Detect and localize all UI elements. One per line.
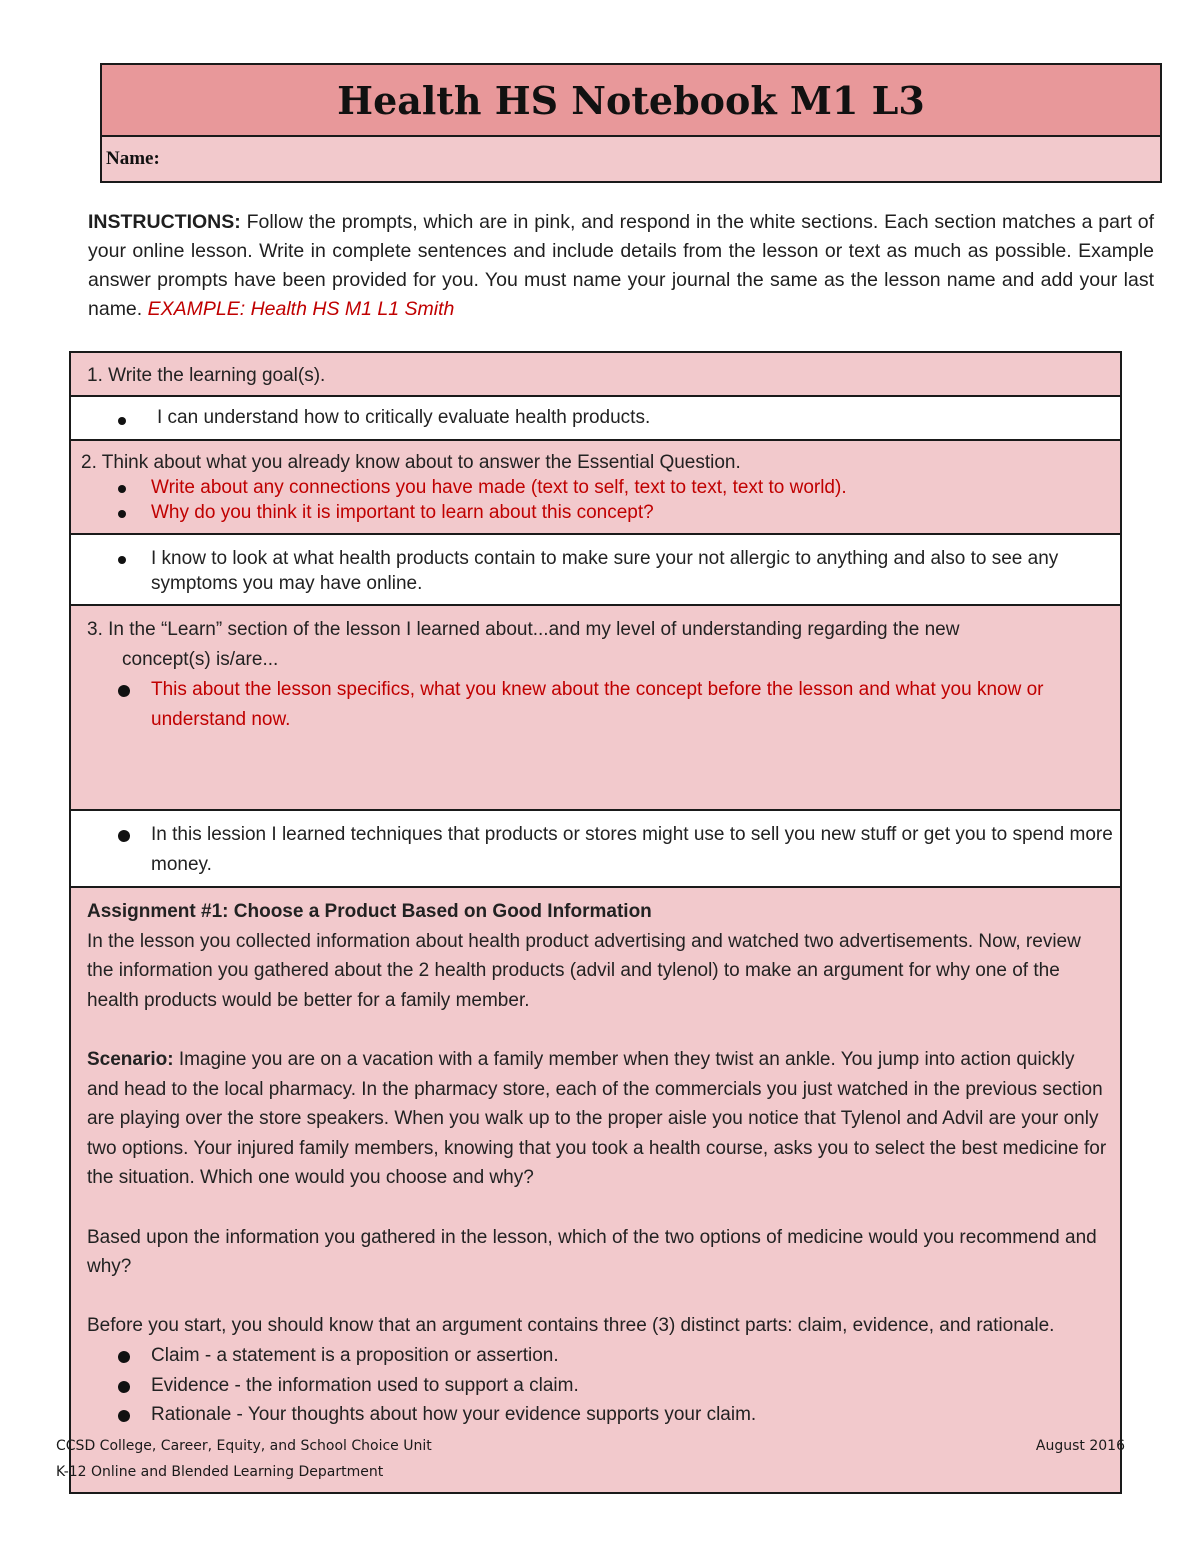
assignment-1 — [70, 887, 1121, 1493]
response-1-bullet: I can understand how to critically evaluate health products. — [71, 407, 1120, 429]
scenario-text: Imagine you are on a vacation with a family member when they twist an ankle. You jump into action quickly and head to the local pharmacy. In the pharmacy store, each of the commercials you just watched in the previous section are playing over the store speakers. When you walk up to the proper aisle you notice that Tylenol and Advil are your only two options. Your injured family members, knowing that you took a health course, asks you to select the best medicine for the situation. Which one would you choose and why? — [87, 1048, 1107, 1189]
prompt-2-bullet: Why do you think it is important to learn about this concept? — [81, 500, 1120, 525]
argument-part-claim: Claim - a statement is a proposition or assertion. — [87, 1341, 1108, 1371]
response-1[interactable] — [70, 396, 1121, 440]
name-label: Name: — [106, 148, 160, 169]
prompt-3-bullet: This about the lesson specifics, what you knew about the concept before the lesson and what you know or understand now. — [87, 675, 1120, 735]
scenario-label: Scenario: — [87, 1048, 174, 1070]
name-field[interactable] — [102, 137, 1160, 181]
footer-unit: CCSD College, Career, Equity, and School Choice Unit — [56, 1438, 432, 1454]
page-title: Health HS Notebook M1 L3 — [102, 65, 1160, 137]
notebook-table — [69, 351, 1122, 1494]
instructions-lead: INSTRUCTIONS: — [88, 211, 241, 233]
prompt-3-text-cont: concept(s) is/are... — [122, 649, 279, 670]
instructions-body: Follow the prompts, which are in pink, and respond in the white sections. Each section matches a part of your online lesson. Write in complete sentences and include details from the lesson or text as much as possible. Example answer prompts have been provided for you. You must name your journal the same as the lesson name and add your last name. — [88, 211, 1154, 320]
response-2[interactable] — [70, 534, 1121, 605]
assignment-scenario — [87, 1045, 1108, 1193]
assignment-before: Before you start, you should know that an argument contains three (3) distinct parts: claim, evidence, and rationale. — [87, 1315, 1055, 1337]
argument-part-rationale: Rationale - Your thoughts about how your evidence supports your claim. — [87, 1400, 1108, 1430]
argument-part-evidence: Evidence - the information used to support a claim. — [87, 1371, 1108, 1401]
instructions-paragraph — [88, 208, 1154, 324]
prompt-3-text: 3. In the “Learn” section of the lesson I learned about...and my level of understanding regarding the new — [87, 619, 960, 640]
prompt-2 — [70, 440, 1121, 534]
assignment-title: Assignment #1: Choose a Product Based on Good Information — [87, 901, 652, 922]
prompt-2-text: 2. Think about what you already know about to answer the Essential Question. — [81, 452, 741, 473]
response-3-bullet: In this lession I learned techniques that products or stores might use to sell you new stuff or get you to spend more money. — [71, 820, 1120, 880]
instructions-example: EXAMPLE: Health HS M1 L1 Smith — [147, 298, 455, 320]
footer-department: K-12 Online and Blended Learning Department — [56, 1464, 384, 1480]
prompt-2-bullet: Write about any connections you have made (text to self, text to text, text to world). — [81, 475, 1120, 500]
footer-date: August 2016 — [1035, 1438, 1125, 1454]
notebook-header — [100, 63, 1162, 183]
assignment-intro: In the lesson you collected information about health product advertising and watched two advertisements. Now, review the information you gathered about the 2 health products (advil and tylenol) to make an argument for why one of the health products would be better for a family member. — [87, 930, 1081, 1011]
response-2-bullet: I know to look at what health products contain to make sure your not allergic to anything and also to see any symptoms you may have online. — [71, 546, 1120, 596]
prompt-1-text: 1. Write the learning goal(s). — [87, 365, 326, 386]
prompt-3 — [70, 605, 1121, 810]
response-3[interactable] — [70, 810, 1121, 887]
assignment-question: Based upon the information you gathered in the lesson, which of the two options of medicine would you recommend and why? — [87, 1226, 1097, 1278]
prompt-1 — [70, 352, 1121, 396]
